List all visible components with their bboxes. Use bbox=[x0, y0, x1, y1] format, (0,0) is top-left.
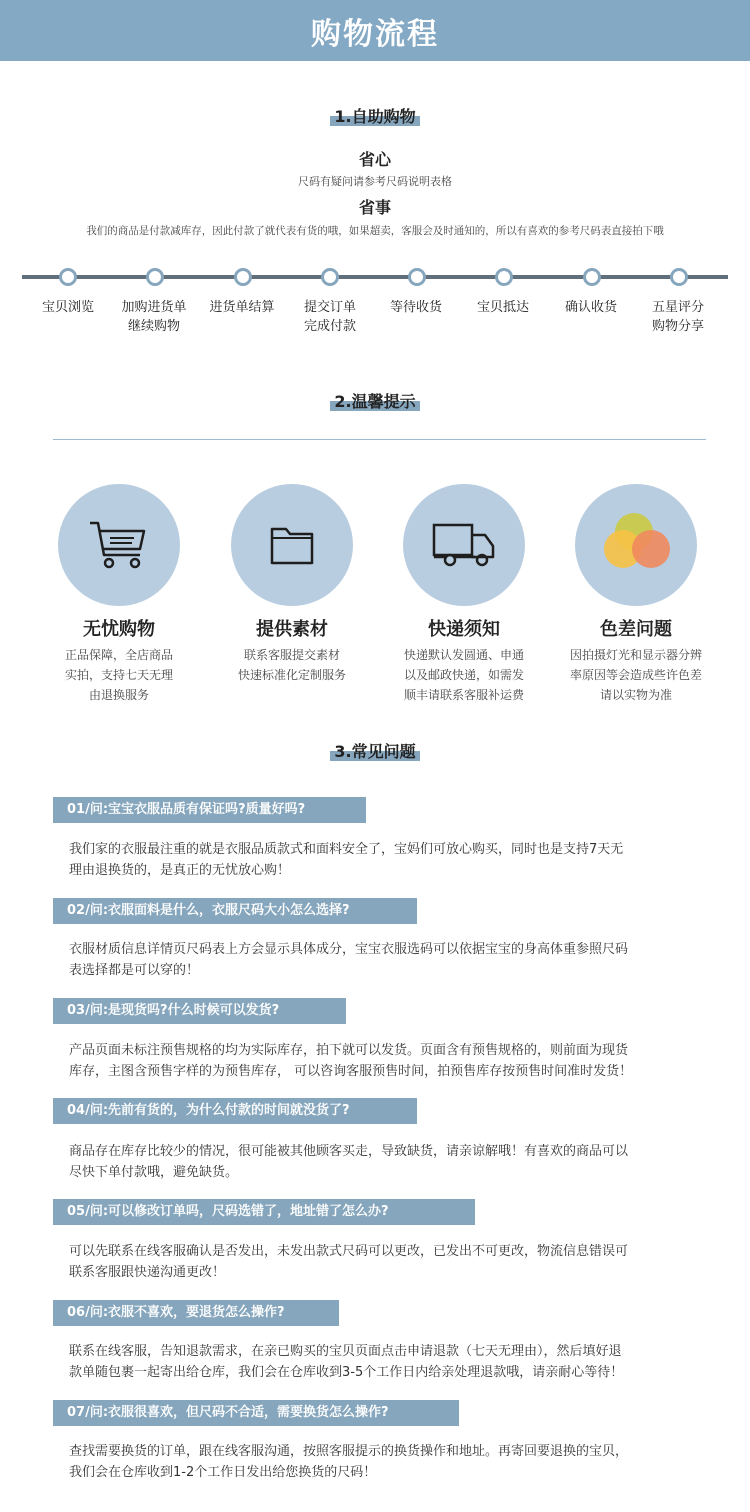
faq-question: 01/问:宝宝衣服品质有保证吗?质量好吗? bbox=[53, 797, 366, 823]
flow-step-dot bbox=[583, 268, 601, 286]
tip-title: 提供素材 bbox=[256, 619, 328, 640]
section-title-tips: 2.温馨提示 bbox=[0, 392, 750, 411]
tip-text: 因拍摄灯光和显示器分辨 率原因等会造成些许色差 请以实物为准 bbox=[569, 648, 702, 702]
heading-worry-free: 省心 bbox=[358, 150, 391, 169]
tip-title: 无忧购物 bbox=[83, 619, 155, 640]
tip-text: 快递默认发圆通、申通 以及邮政快递，如需发 顺丰请联系客服补运费 bbox=[403, 648, 524, 702]
faq-question: 02/问:衣服面料是什么，衣服尺码大小怎么选择? bbox=[53, 898, 417, 924]
flow-step-dot bbox=[234, 268, 252, 286]
flow-step-label: 五星评分 购物分享 bbox=[651, 300, 704, 334]
flow-step-dot bbox=[146, 268, 164, 286]
tip-text: 联系客服提交素材 快速标准化定制服务 bbox=[237, 648, 346, 682]
faq-question: 03/问:是现货吗?什么时候可以发货? bbox=[53, 998, 346, 1024]
flow-step-label: 宝贝抵达 bbox=[476, 300, 529, 315]
faq-answer: 产品页面未标注预售规格的均为实际库存，拍下就可以发货。页面含有预售规格的，则前面为现货 库存，主图含预售字样的为预售库存， 可以咨询客服预售时间，拍预售库存按预售时间准时发货！ bbox=[69, 1043, 633, 1079]
tip-circle-folder bbox=[231, 484, 353, 606]
tip-text: 正品保障，全店商品 实拍，支持七天无理 由退换服务 bbox=[64, 648, 173, 702]
divider bbox=[53, 439, 706, 440]
page-title: 购物流程 bbox=[311, 16, 439, 52]
section-title-self-service: 1.自助购物 bbox=[0, 107, 750, 126]
delivery-truck-icon bbox=[431, 519, 497, 571]
faq-question: 07/问:衣服很喜欢，但尺码不合适，需要换货怎么操作? bbox=[53, 1400, 459, 1426]
flow-step-dot bbox=[495, 268, 513, 286]
tip-circle-truck bbox=[403, 484, 525, 606]
faq-answer: 我们家的衣服最注重的就是衣服品质款式和面料安全了，宝妈们可放心购买，同时也是支持7天无 理由退换货的，是真正的无忧放心购！ bbox=[69, 842, 624, 878]
tip-title: 色差问题 bbox=[600, 619, 672, 640]
color-circles-icon bbox=[596, 505, 676, 585]
faq-answer: 查找需要换货的订单，跟在线客服沟通，按照客服提示的换货操作和地址。再寄回要退换的宝贝， 我们会在仓库收到1-2个工作日发出给您换货的尺码！ bbox=[69, 1444, 629, 1480]
flow-step-label: 提交订单 完成付款 bbox=[303, 300, 356, 334]
tip-title: 快递须知 bbox=[428, 619, 500, 640]
faq-answer: 可以先联系在线客服确认是否发出，未发出款式尺码可以更改，已发出不可更改，物流信息错误可 联系客服跟快递沟通更改！ bbox=[69, 1244, 629, 1280]
flow-step-label: 确认收货 bbox=[564, 300, 617, 315]
flow-step-dot bbox=[59, 268, 77, 286]
flow-step-label: 进货单结算 bbox=[209, 300, 275, 315]
heading-hassle-free: 省事 bbox=[358, 198, 391, 217]
faq-answer: 商品存在库存比较少的情况，很可能被其他顾客买走，导致缺货，请亲谅解哦！有喜欢的商品可以 尽快下单付款哦，避免缺货。 bbox=[69, 1144, 629, 1180]
flow-step-label: 加购进货单 继续购物 bbox=[121, 300, 187, 334]
tip-circle-cart bbox=[58, 484, 180, 606]
size-note: 尺码有疑问请参考尺码说明表格 bbox=[298, 175, 452, 188]
faq-question: 05/问:可以修改订单吗，尺码选错了，地址错了怎么办? bbox=[53, 1199, 475, 1225]
stock-note: 我们的商品是付款减库存，因此付款了就代表有货的哦，如果超卖，客服会及时通知的，所以有喜欢的参考尺码表直接拍下哦 bbox=[86, 225, 664, 237]
faq-question: 04/问:先前有货的，为什么付款的时间就没货了? bbox=[53, 1098, 417, 1124]
faq-question: 06/问:衣服不喜欢，要退货怎么操作? bbox=[53, 1300, 339, 1326]
faq-answer: 衣服材质信息详情页尺码表上方会显示具体成分，宝宝衣服选码可以依据宝宝的身高体重参照尺码 表选择都是可以穿的！ bbox=[69, 942, 629, 978]
flow-step-dot bbox=[408, 268, 426, 286]
flow-step-label: 等待收货 bbox=[389, 300, 442, 315]
flow-step-dot bbox=[670, 268, 688, 286]
flow-line bbox=[22, 275, 728, 279]
shopping-cart-icon bbox=[88, 519, 150, 571]
flow-step-dot bbox=[321, 268, 339, 286]
flow-step-label: 宝贝浏览 bbox=[41, 300, 94, 315]
page-banner bbox=[0, 0, 750, 61]
folder-icon bbox=[268, 523, 316, 567]
tip-circle-color bbox=[575, 484, 697, 606]
faq-answer: 联系在线客服，告知退款需求，在亲已购买的宝贝页面点击申请退款（七天无理由），然后填好退 款单随包裹一起寄出给仓库，我们会在仓库收到3-5个工作日内给亲处理退款哦，请亲耐心等待！ bbox=[69, 1344, 624, 1380]
section-title-faq: 3.常见问题 bbox=[0, 742, 750, 761]
